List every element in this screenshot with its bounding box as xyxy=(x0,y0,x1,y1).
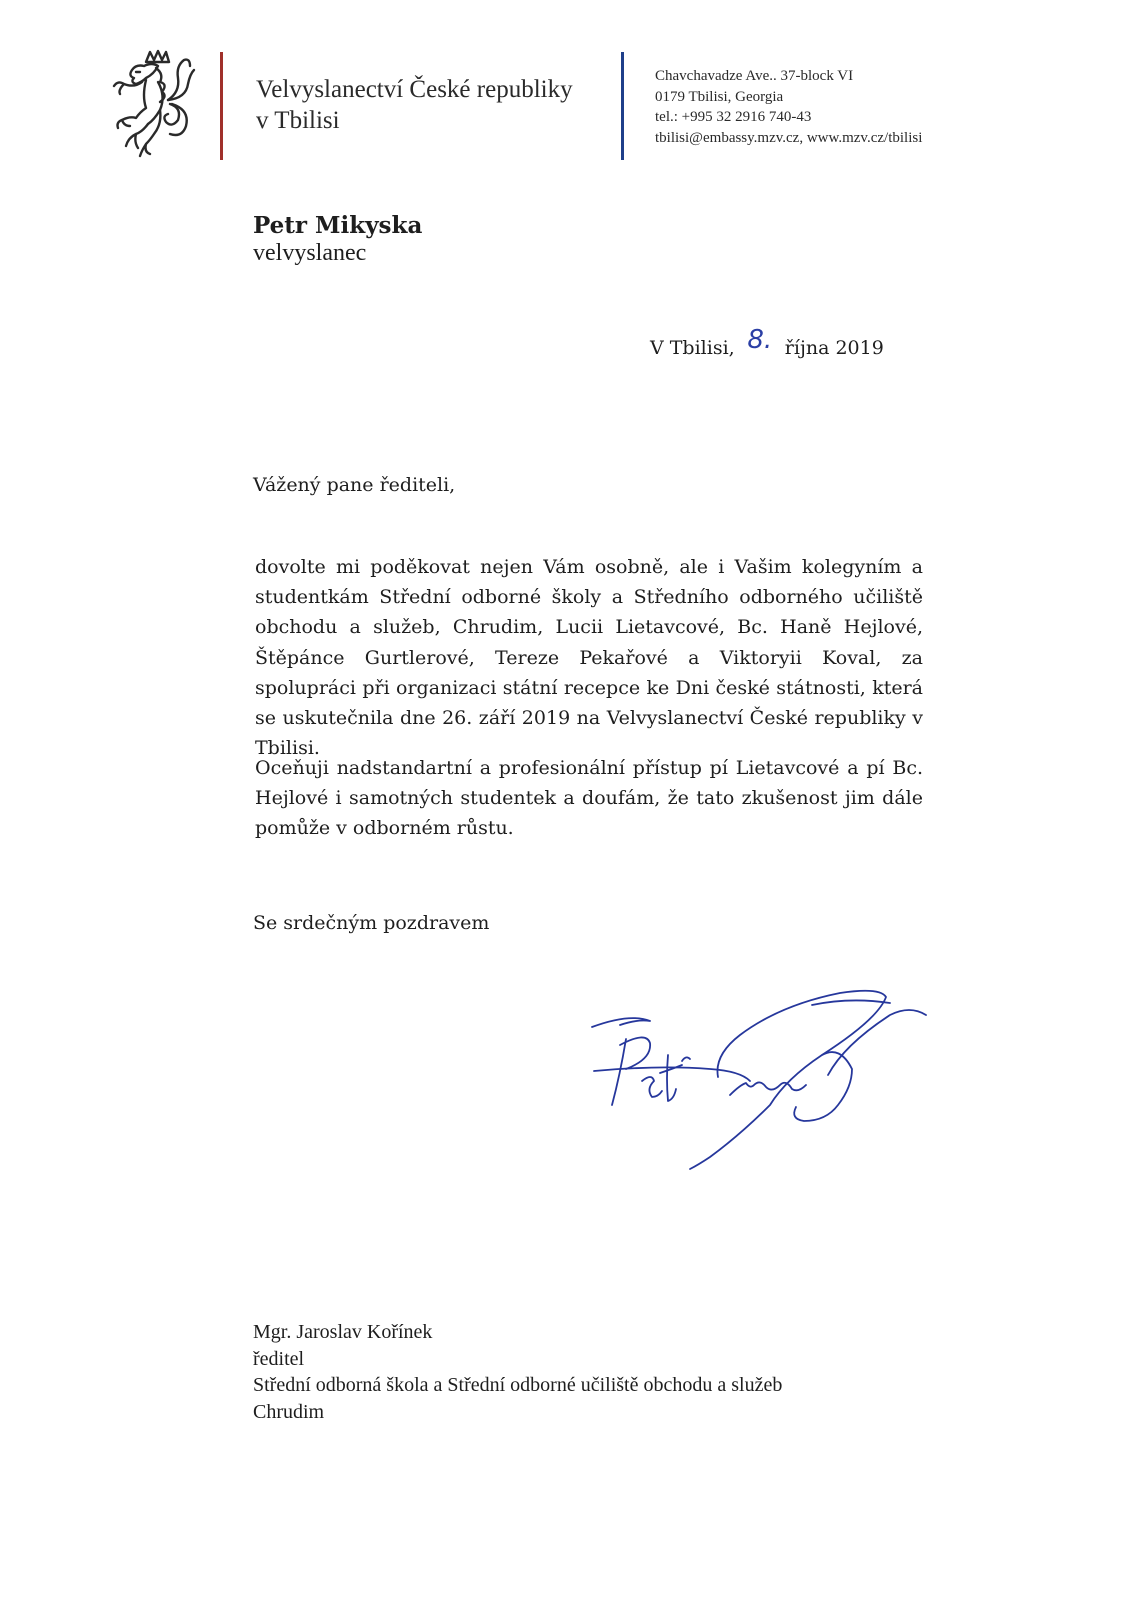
contact-email-web: tbilisi@embassy.mzv.cz, www.mzv.cz/tbilisi xyxy=(655,129,923,146)
header-red-rule xyxy=(220,52,223,160)
contact-address: Chavchavadze Ave.. 37-block VI xyxy=(655,68,854,84)
embassy-name-line1: Velvyslanectví České republiky xyxy=(256,76,573,103)
date-place: V Tbilisi, xyxy=(650,337,735,359)
recipient-title: ředitel xyxy=(253,1347,305,1370)
header-blue-rule xyxy=(621,52,624,160)
closing-line: Se srdečným pozdravem xyxy=(253,912,490,934)
letter-paragraph-1: dovolte mi poděkovat nejen Vám osobně, ale i Vašim kolegyním a studentkám Střední odborné školy a Středního odborného učiliště obchodu a služeb, Chrudim, Lucii Lietavcové, Bc. Haně Hejlové, Štěpánce Gurtlerové, Tereze Pekařové a Viktoryii Koval, za spolupráci při organizaci státní recepce ke Dni české státnosti, která se uskutečnila dne 26. září 2019 na Velvyslanectví České republiky v Tbilisi. xyxy=(255,556,923,760)
salutation: Vážený pane řediteli, xyxy=(253,474,456,496)
date-month-year: října 2019 xyxy=(784,337,884,359)
recipient-name: Mgr. Jaroslav Kořínek xyxy=(253,1321,433,1343)
recipient-institution: Střední odborná škola a Střední odborné učiliště obchodu a služeb xyxy=(253,1374,783,1396)
sender-role: velvyslanec xyxy=(253,240,367,266)
contact-city: 0179 Tbilisi, Georgia xyxy=(655,88,784,105)
recipient-city: Chrudim xyxy=(253,1400,325,1423)
czech-lion-emblem-icon xyxy=(106,48,198,164)
date-day-handwritten: 8. xyxy=(747,325,773,355)
recipient-address-block xyxy=(253,1319,782,1425)
handwritten-signature xyxy=(590,985,930,1170)
embassy-name-line2: v Tbilisi xyxy=(256,107,340,134)
sender-name: Petr Mikyska xyxy=(253,212,423,239)
letter-paragraph-2: Oceňuji nadstandartní a profesionální přístup pí Lietavcové a pí Bc. Hejlové i samotných studentek a doufám, že tato zkušenost jim dále pomůže v odborném růstu. xyxy=(255,757,923,840)
embassy-name xyxy=(256,74,573,136)
contact-phone: tel.: +995 32 2916 740-43 xyxy=(655,109,812,125)
embassy-contact-block xyxy=(655,66,922,148)
date-line xyxy=(650,325,884,361)
